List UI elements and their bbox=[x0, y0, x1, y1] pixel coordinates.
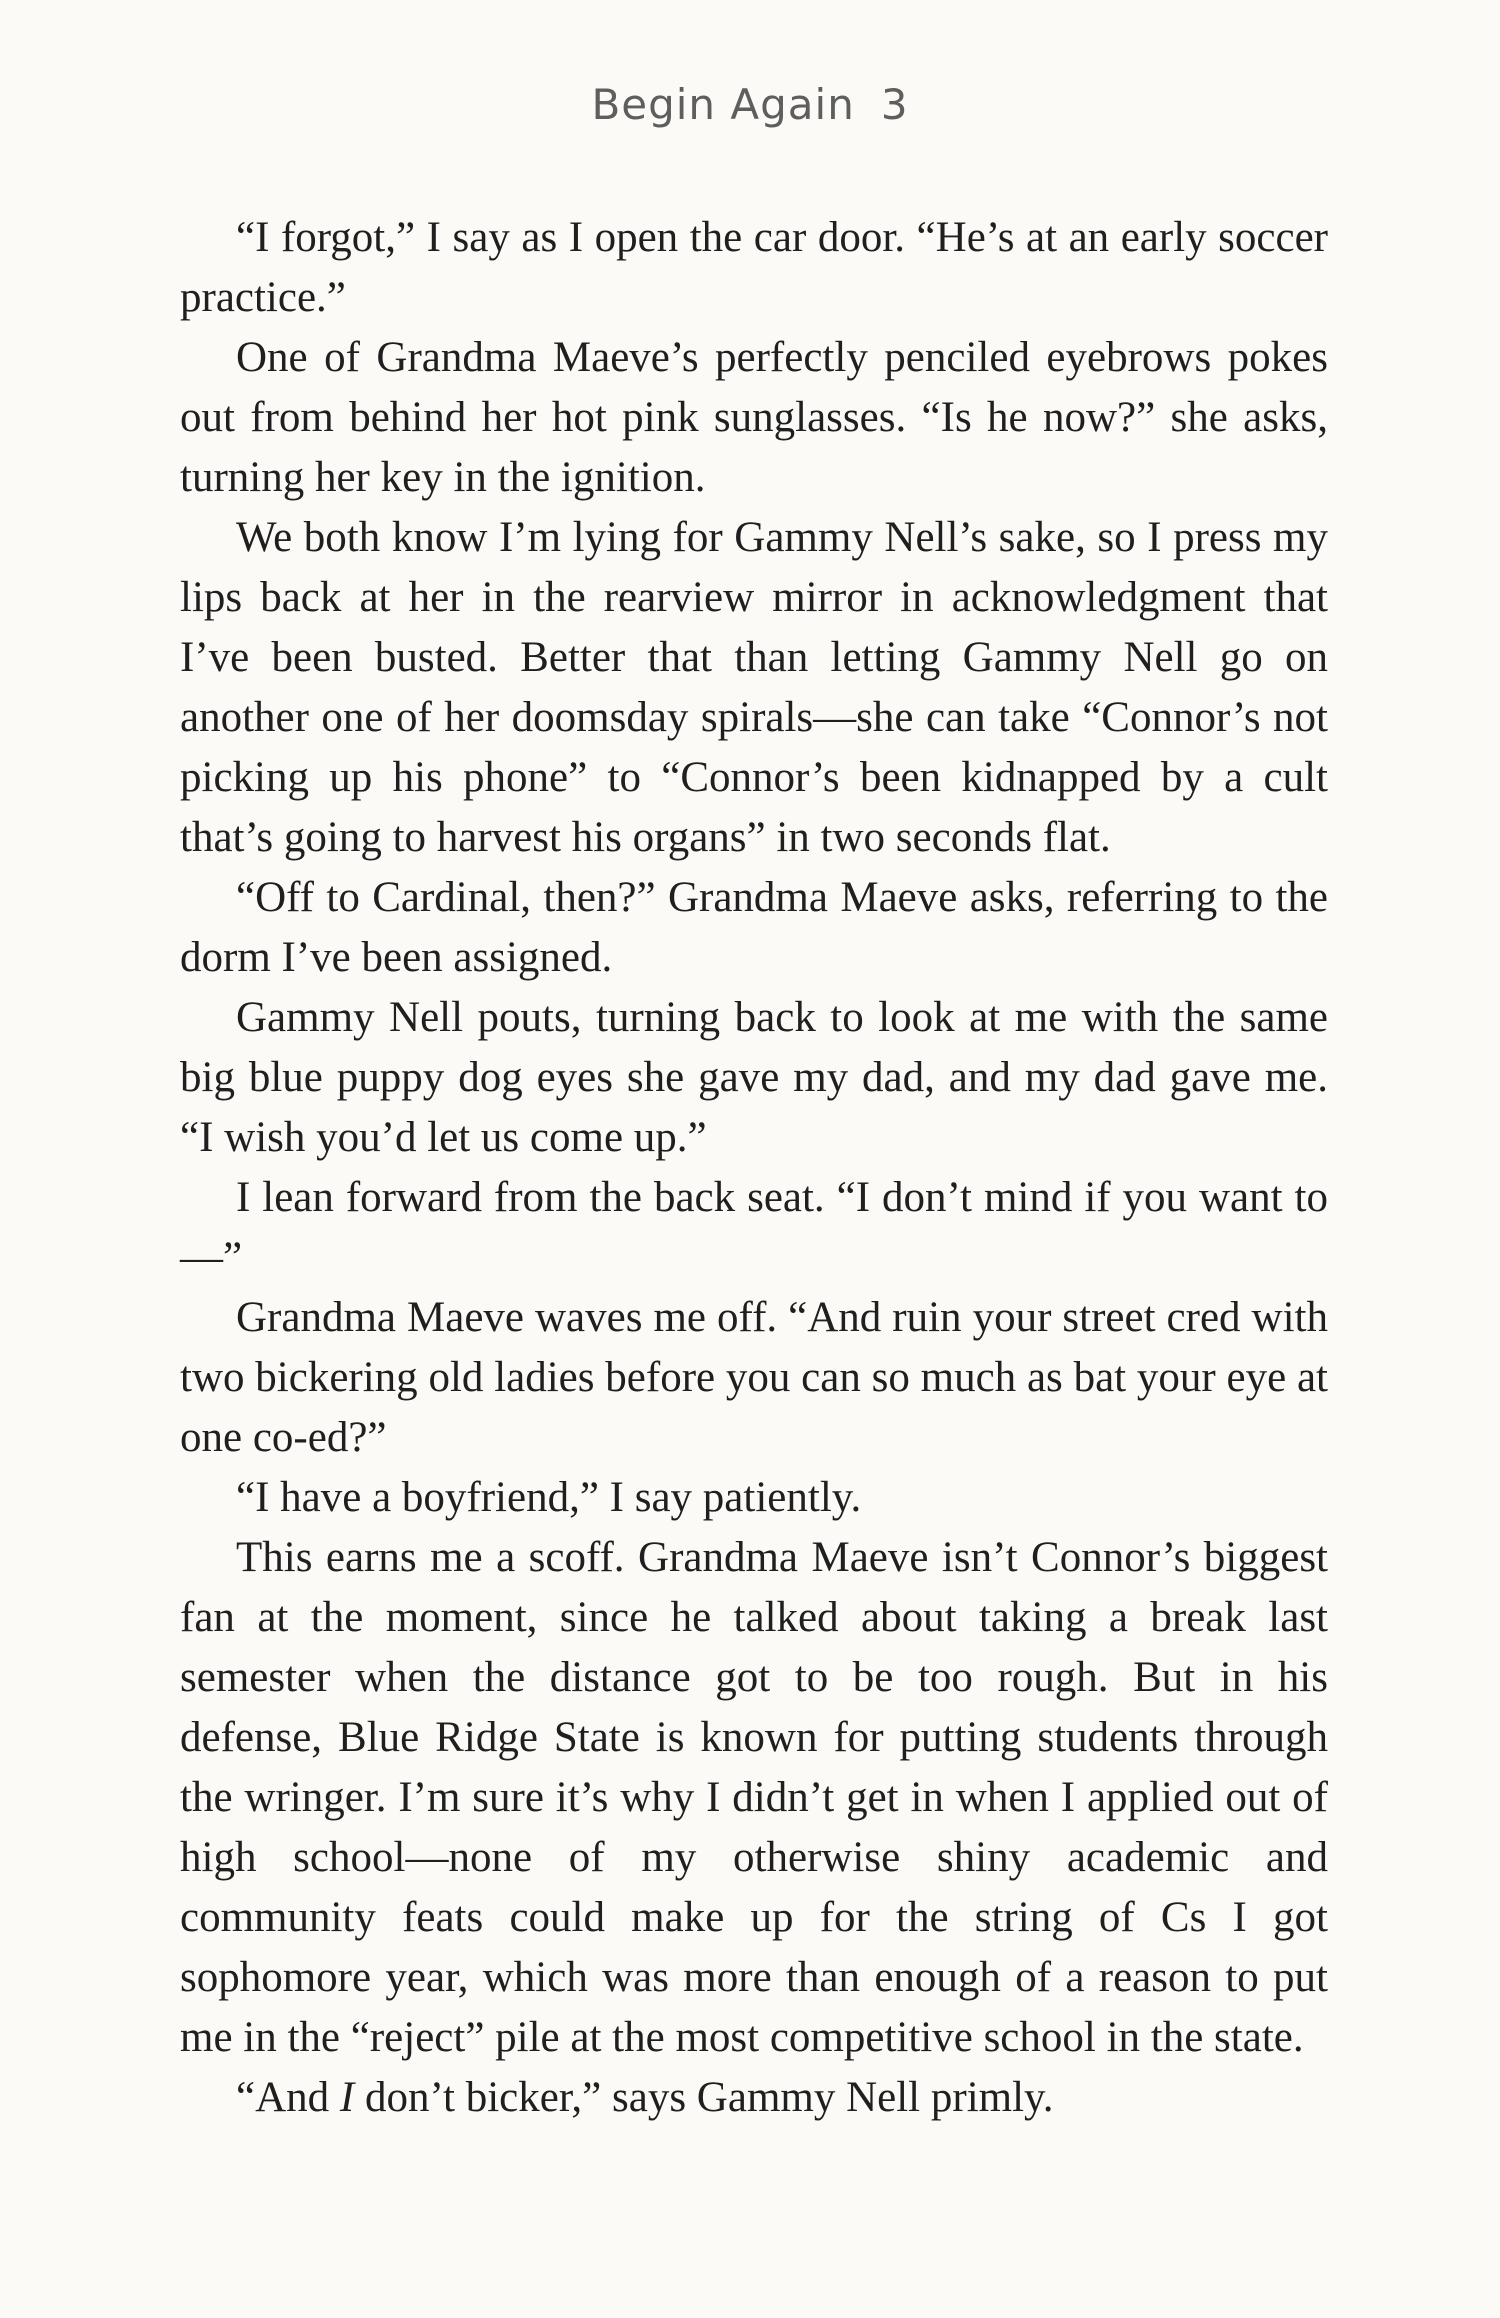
running-head bbox=[0, 80, 1500, 129]
paragraph-10 bbox=[180, 2068, 1328, 2128]
paragraph-8: “I have a boyfriend,” I say patiently. bbox=[236, 1474, 862, 1521]
paragraph-5: Gammy Nell pouts, turning back to look at me with the same big blue puppy dog eyes she gave my dad, and my dad gave me. “I wish you’d let us come up.” bbox=[180, 994, 1328, 1161]
paragraph-4: “Off to Cardinal, then?” Grandma Maeve asks, referring to the dorm I’ve been assigned. bbox=[180, 874, 1328, 981]
page-number: 3 bbox=[880, 80, 909, 129]
paragraph-1: “I forgot,” I say as I open the car door. “He’s at an early soccer practice.” bbox=[180, 214, 1328, 321]
paragraph-10-emphasis: I bbox=[339, 2074, 355, 2121]
paragraph-2: One of Grandma Maeve’s perfectly penciled eyebrows pokes out from behind her hot pink sunglasses. “Is he now?” she asks, turning her key in the ignition. bbox=[180, 334, 1328, 501]
paragraph-9: This earns me a scoff. Grandma Maeve isn’t Connor’s biggest fan at the moment, since he talked about taking a break last semester when the distance got to be too rough. But in his defense, Blue Ridge State is known for putting students through the wringer. I’m sure it’s why I didn’t get in when I applied out of high school—none of my otherwise shiny academic and community feats could make up for the string of Cs I got sophomore year, which was more than enough of a reason to put me in the “reject” pile at the most competitive school in the state. bbox=[180, 1534, 1328, 2061]
paragraph-7: Grandma Maeve waves me off. “And ruin your street cred with two bickering old ladies before you can so much as bat your eye at one co-ed?” bbox=[180, 1294, 1328, 1461]
book-title: Begin Again bbox=[591, 80, 855, 129]
paragraph-6: I lean forward from the back seat. “I don’t mind if you want to—” bbox=[180, 1174, 1328, 1281]
paragraph-10-end: don’t bicker,” says Gammy Nell primly. bbox=[354, 2074, 1054, 2121]
paragraph-3: We both know I’m lying for Gammy Nell’s sake, so I press my lips back at her in the rearview mirror in acknowledgment that I’ve been busted. Better that than letting Gammy Nell go on another one of her doomsday spirals—she can take “Connor’s not picking up his phone” to “Connor’s been kidnapped by a cult that’s going to harvest his organs” in two seconds flat. bbox=[180, 514, 1328, 861]
paragraph-10-start: “And bbox=[236, 2074, 340, 2121]
body-text bbox=[180, 208, 1328, 2128]
